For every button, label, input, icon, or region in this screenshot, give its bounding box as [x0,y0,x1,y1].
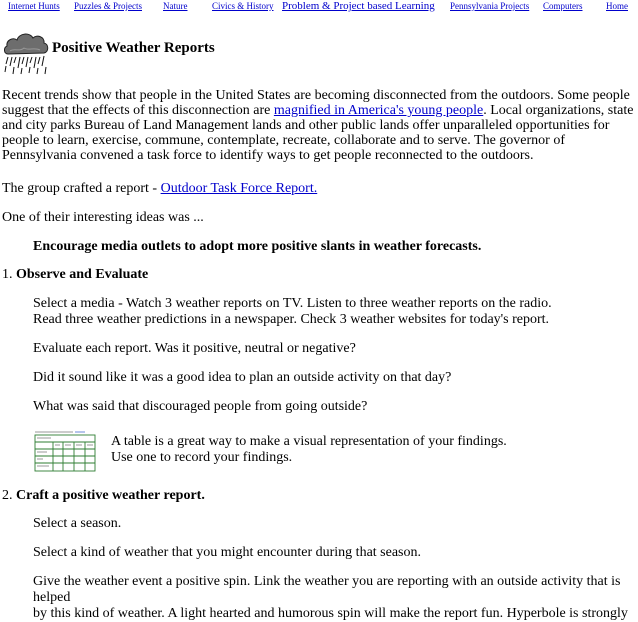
step-1-media-line-2: Read three weather predictions in a newspaper. Check 3 weather websites for today's report. [33,312,550,327]
step-2-title: Craft a positive weather report. [16,488,205,503]
table-thumbnail-icon[interactable] [33,430,97,473]
table-text-line-1: A table is a great way to make a visual representation of your findings. [111,434,507,449]
young-people-link[interactable]: magnified in America's young people [273,103,484,118]
nav-problem-project-learning[interactable]: Problem & Project based Learning [282,0,435,12]
nav-home[interactable]: Home [606,1,628,11]
step-1-heading [2,267,634,282]
nav-internet-hunts[interactable]: Internet Hunts [8,1,60,11]
ideas-intro: One of their interesting ideas was ... [2,210,204,225]
nav-pennsylvania-projects[interactable]: Pennsylvania Projects [450,1,530,11]
step-2-season: Select a season. [33,516,122,531]
page-header [2,30,632,76]
step-2-heading [2,488,634,503]
outdoor-task-force-link[interactable]: Outdoor Task Force Report. [160,181,318,196]
step-1-media-line-1: Select a media - Watch 3 weather reports on TV. Listen to three weather reports on the radio. [33,296,552,311]
step-1-discouraged: What was said that discouraged people from going outside? [33,399,368,414]
table-text-line-2: Use one to record your findings. [111,450,293,465]
step-1-title: Observe and Evaluate [16,267,149,282]
intro-text-2: . Local organizations, state and city parks Bureau of Land Management lands and other public lands offer unparalleled opportunities for people to learn, exercise, commune, contemplate, recreate, collaborate and to serve. The governor of Pennsylvania convened a task force to identify ways to get people reconnected to the outdoors. [2,103,634,163]
table-description [111,434,631,466]
nav-puzzles-projects[interactable]: Puzzles & Projects [74,1,142,11]
step-2-spin-line-1: Give the weather event a positive spin. Link the weather you are reporting with an outside activity that is helped [33,574,621,605]
step-2-number: 2. [2,488,16,503]
step-2-spin-line-2: by this kind of weather. A light hearted and humorous spin will make the report fun. Hyperbole is strongly [33,606,628,621]
step-2-weather: Select a kind of weather that you might encounter during that season. [33,545,422,560]
intro-text-1: Recent trends show that people in the United States are becoming disconnected from the outdoors. Some people suggest that the effects of this disconnection are [2,88,630,118]
step-1-number: 1. [2,267,16,282]
storm-cloud-icon [2,30,50,76]
top-nav [0,0,638,14]
step-1-outside-activity: Did it sound like it was a good idea to plan an outside activity on that day? [33,370,452,385]
report-paragraph [2,181,634,196]
intro-paragraph [2,88,634,163]
step-1-media-paragraph [33,296,633,328]
nav-computers[interactable]: Computers [543,1,583,11]
report-text: The group crafted a report - [2,181,161,196]
page-title: Positive Weather Reports [52,40,215,56]
nav-civics-history[interactable]: Civics & History [212,1,274,11]
idea-highlight: Encourage media outlets to adopt more positive slants in weather forecasts. [33,239,482,254]
step-1-evaluate: Evaluate each report. Was it positive, neutral or negative? [33,341,356,356]
nav-nature[interactable]: Nature [163,1,188,11]
step-2-positive-spin [33,574,633,622]
